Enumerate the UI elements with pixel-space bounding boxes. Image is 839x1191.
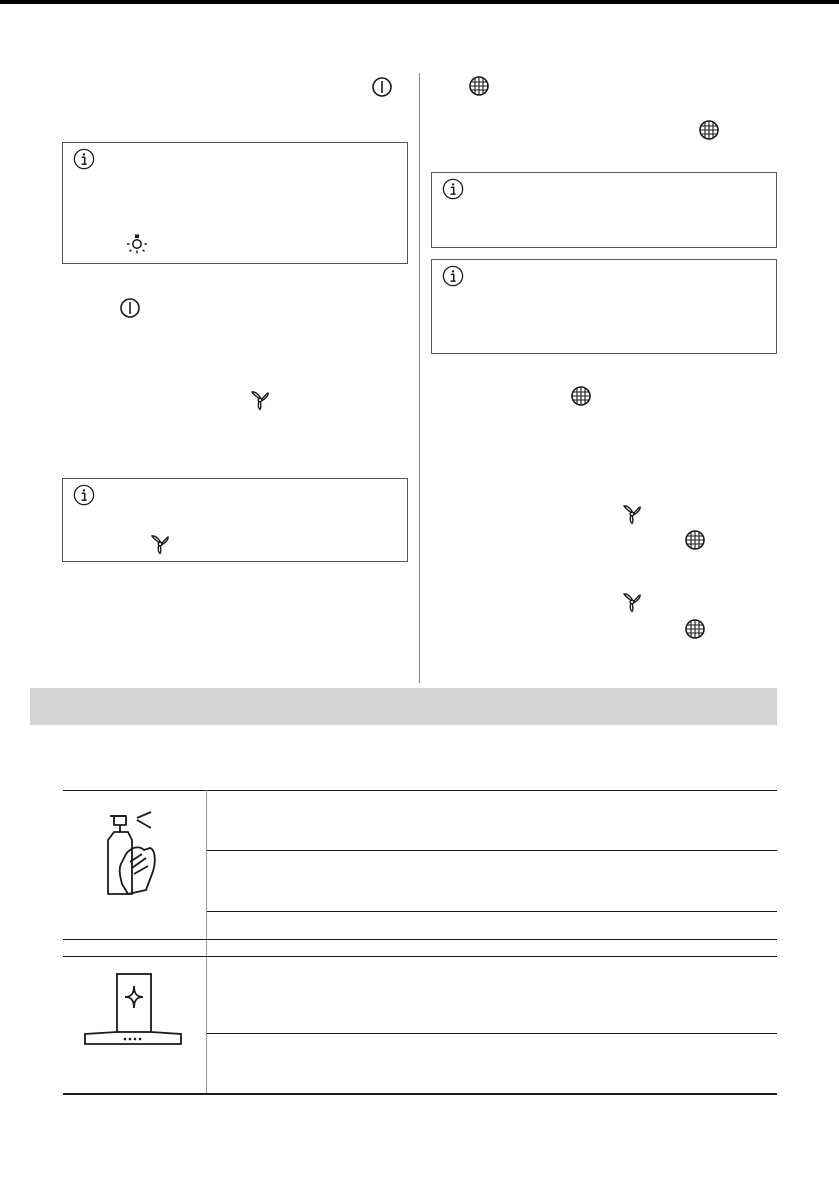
table-row-rule xyxy=(207,850,777,851)
filter-grid-icon xyxy=(467,74,491,98)
fan-icon xyxy=(620,590,644,614)
info-box-4 xyxy=(431,259,777,354)
info-icon xyxy=(442,178,464,200)
table-top-rule xyxy=(63,790,777,791)
table-column-divider xyxy=(206,790,207,1093)
info-box-2 xyxy=(62,478,408,562)
filter-grid-icon xyxy=(683,528,707,552)
table-row-rule xyxy=(207,911,777,912)
info-icon xyxy=(73,148,95,170)
power-icon xyxy=(118,296,142,320)
info-icon xyxy=(73,484,95,506)
table-bottom-rule xyxy=(63,1093,777,1095)
filter-grid-icon xyxy=(683,617,707,641)
info-icon xyxy=(442,265,464,287)
filter-grid-icon xyxy=(697,118,721,142)
info-box-3 xyxy=(431,172,777,248)
filter-grid-icon xyxy=(569,384,593,408)
table-group-rule xyxy=(63,956,777,957)
spray-bottle-cloth-icon xyxy=(100,810,160,896)
fan-icon xyxy=(620,502,644,526)
table-row-rule xyxy=(207,1033,777,1034)
fan-icon xyxy=(248,388,272,412)
top-rule xyxy=(0,0,839,4)
section-header-bar xyxy=(30,688,777,725)
power-icon xyxy=(370,75,394,99)
fan-icon xyxy=(148,532,172,556)
info-box-1 xyxy=(62,142,408,264)
table-group-rule xyxy=(63,939,777,940)
cooker-hood-icon xyxy=(84,972,182,1046)
column-separator xyxy=(419,73,420,683)
light-bulb-icon xyxy=(125,232,149,256)
